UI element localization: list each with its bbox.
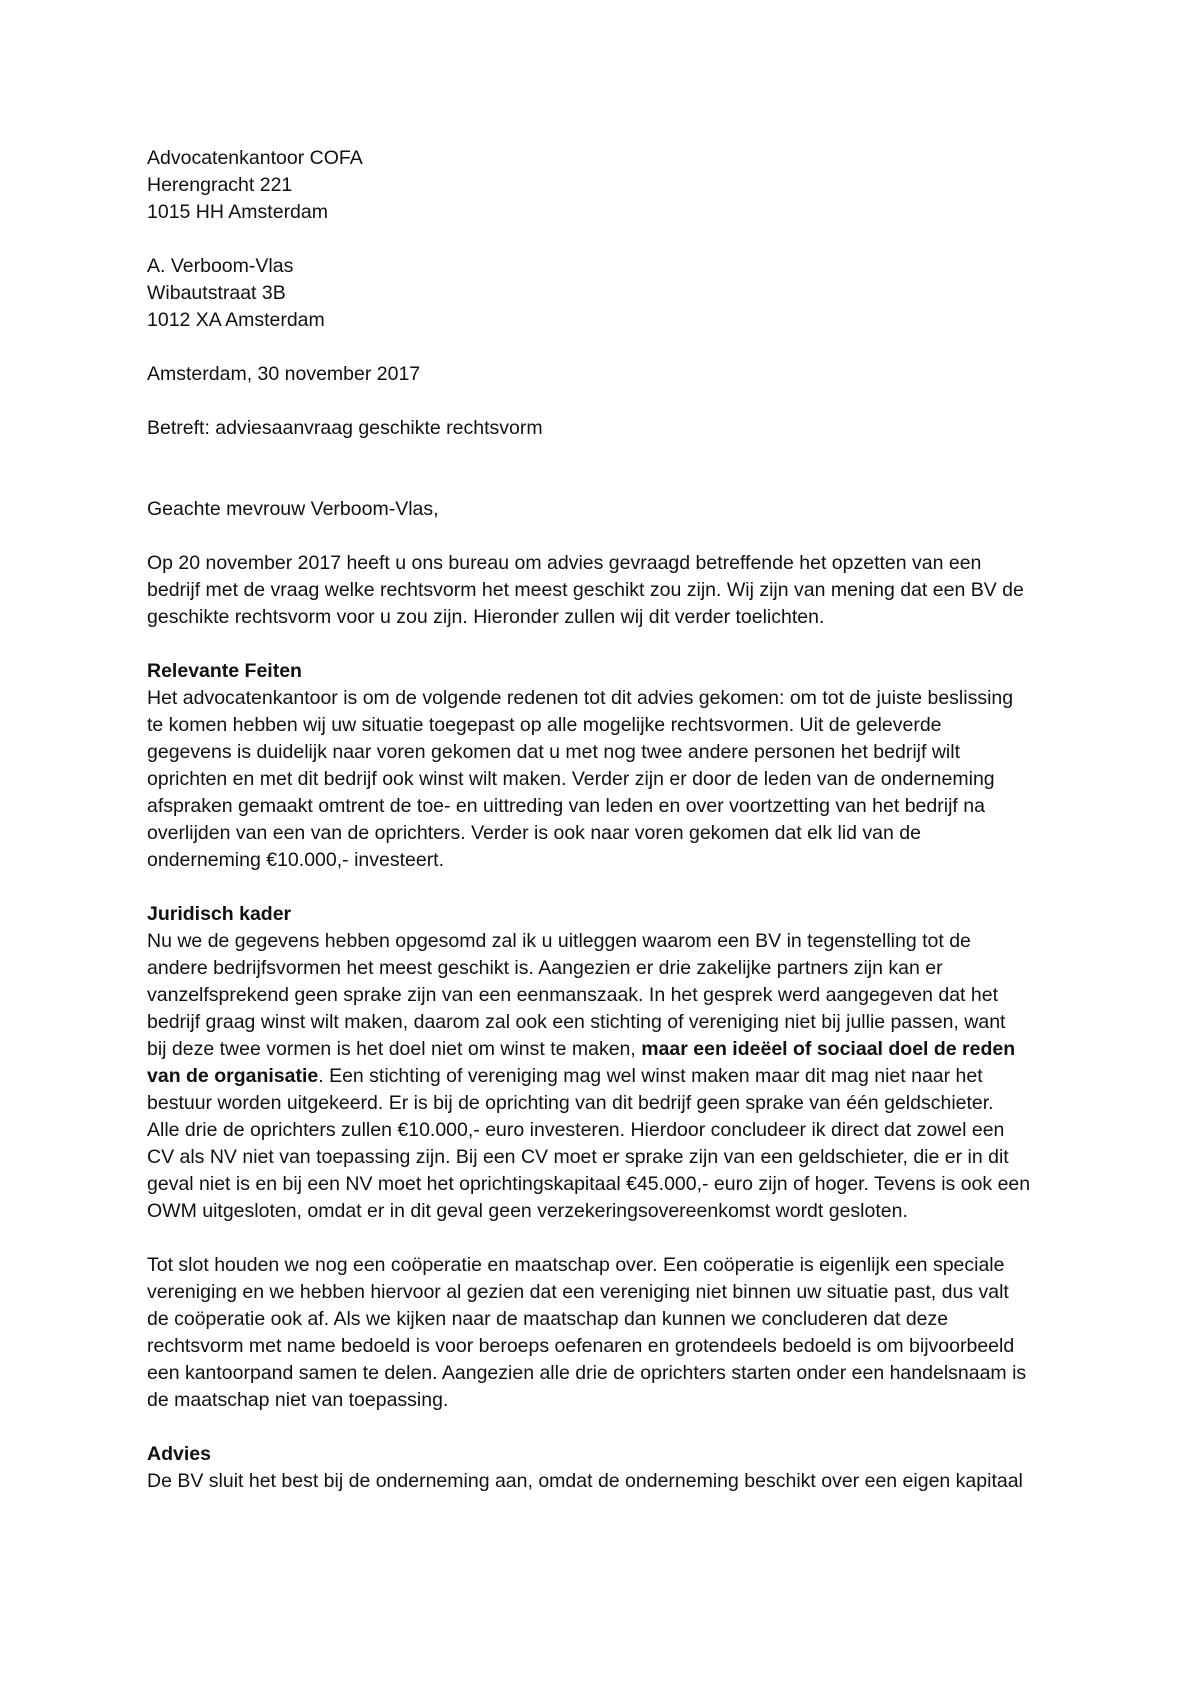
sender-street: Herengracht 221 <box>147 174 293 196</box>
sender-city: 1015 HH Amsterdam <box>147 201 328 223</box>
letter-date-block <box>147 361 1077 388</box>
paragraph-line: vanzelfsprekend geen sprake zijn van een eenmanszaak. In het gesprek werd aangegeven dat het <box>147 984 998 1006</box>
section-heading: Juridisch kader <box>147 903 292 925</box>
conclusion-paragraph <box>147 1252 1077 1414</box>
letter-body <box>147 145 1077 1495</box>
paragraph-line: geschikte rechtsvorm voor u zou zijn. Hieronder zullen wij dit verder toelichten. <box>147 606 825 628</box>
text-normal: . Een stichting of vereniging mag wel winst maken maar dit mag niet naar het <box>318 1065 983 1087</box>
paragraph-line: Alle drie de oprichters zullen €10.000,- euro investeren. Hierdoor concludeer ik direct dat zowel een <box>147 1119 1005 1141</box>
paragraph-line-mixed <box>147 1036 1077 1063</box>
letter-date: Amsterdam, 30 november 2017 <box>147 363 421 385</box>
paragraph-line: onderneming €10.000,- investeert. <box>147 849 445 871</box>
paragraph-line: Het advocatenkantoor is om de volgende redenen tot dit advies gekomen: om tot de juiste beslissing <box>147 687 1014 709</box>
text-bold: maar een ideëel of sociaal doel de reden <box>641 1038 1016 1060</box>
sender-name: Advocatenkantoor COFA <box>147 147 363 169</box>
intro-paragraph <box>147 550 1077 631</box>
letter-subject: Betreft: adviesaanvraag geschikte rechtsvorm <box>147 417 543 439</box>
text-normal: bij deze twee vormen is het doel niet om winst te maken, <box>147 1038 642 1060</box>
paragraph-line: overlijden van een van de oprichters. Verder is ook naar voren gekomen dat elk lid van de <box>147 822 921 844</box>
section-relevante-feiten <box>147 658 1077 874</box>
recipient-address <box>147 253 1077 334</box>
paragraph-line: gegevens is duidelijk naar voren gekomen dat u met nog twee andere personen het bedrijf wilt <box>147 741 961 763</box>
paragraph-line: CV als NV niet van toepassing zijn. Bij een CV moet er sprake zijn van een geldschieter, die er in dit <box>147 1146 1009 1168</box>
paragraph-line: OWM uitgesloten, omdat er in dit geval geen verzekeringsovereenkomst wordt gesloten. <box>147 1200 908 1222</box>
section-juridisch-kader <box>147 901 1077 1225</box>
text-bold: van de organisatie <box>147 1065 319 1087</box>
sender-address <box>147 145 1077 226</box>
paragraph-line: Op 20 november 2017 heeft u ons bureau om advies gevraagd betreffende het opzetten van een <box>147 552 982 574</box>
paragraph-line: oprichten en met dit bedrijf ook winst wilt maken. Verder zijn er door de leden van de onderneming <box>147 768 995 790</box>
paragraph-line: bedrijf graag winst wilt maken, daarom zal ook een stichting of vereniging niet bij jullie passen, want <box>147 1011 1006 1033</box>
paragraph-line: geval niet is en bij een NV moet het oprichtingskapitaal €45.000,- euro zijn of hoger. Tevens is ook een <box>147 1173 1031 1195</box>
paragraph-line: afspraken gemaakt omtrent de toe- en uittreding van leden en over voortzetting van het bedrijf na <box>147 795 985 817</box>
paragraph-line: rechtsvorm met name bedoeld is voor beroeps oefenaren en grotendeels bedoeld is om bijvoorbeeld <box>147 1335 1015 1357</box>
subject-block <box>147 415 1077 442</box>
paragraph-line: andere bedrijfsvormen het meest geschikt is. Aangezien er drie zakelijke partners zijn kan er <box>147 957 943 979</box>
paragraph-line-mixed <box>147 1063 1077 1090</box>
paragraph-line: Tot slot houden we nog een coöperatie en maatschap over. Een coöperatie is eigenlijk een speciale <box>147 1254 1005 1276</box>
recipient-city: 1012 XA Amsterdam <box>147 309 325 331</box>
paragraph-line: De BV sluit het best bij de onderneming aan, omdat de onderneming beschikt over een eigen kapitaal <box>147 1470 1023 1492</box>
salutation: Geachte mevrouw Verboom-Vlas, <box>147 498 439 520</box>
paragraph-line: de coöperatie ook af. Als we kijken naar de maatschap dan kunnen we concluderen dat deze <box>147 1308 949 1330</box>
recipient-name: A. Verboom-Vlas <box>147 255 294 277</box>
paragraph-line: bestuur worden uitgekeerd. Er is bij de oprichting van dit bedrijf geen sprake van één geldschieter. <box>147 1092 994 1114</box>
paragraph-line: te komen hebben wij uw situatie toegepast op alle mogelijke rechtsvormen. Uit de geleverde <box>147 714 942 736</box>
section-heading: Relevante Feiten <box>147 660 302 682</box>
paragraph-line: Nu we de gegevens hebben opgesomd zal ik u uitleggen waarom een BV in tegenstelling tot de <box>147 930 971 952</box>
section-heading: Advies <box>147 1443 211 1465</box>
paragraph-line: de maatschap niet van toepassing. <box>147 1389 449 1411</box>
paragraph-line: bedrijf met de vraag welke rechtsvorm het meest geschikt zou zijn. Wij zijn van mening dat een BV de <box>147 579 1024 601</box>
paragraph-line: een kantoorpand samen te delen. Aangezien alle drie de oprichters starten onder een handelsnaam is <box>147 1362 1027 1384</box>
salutation-block <box>147 496 1077 523</box>
section-advies <box>147 1441 1077 1495</box>
recipient-street: Wibautstraat 3B <box>147 282 286 304</box>
paragraph-line: vereniging en we hebben hiervoor al gezien dat een vereniging niet binnen uw situatie past, dus valt <box>147 1281 1009 1303</box>
